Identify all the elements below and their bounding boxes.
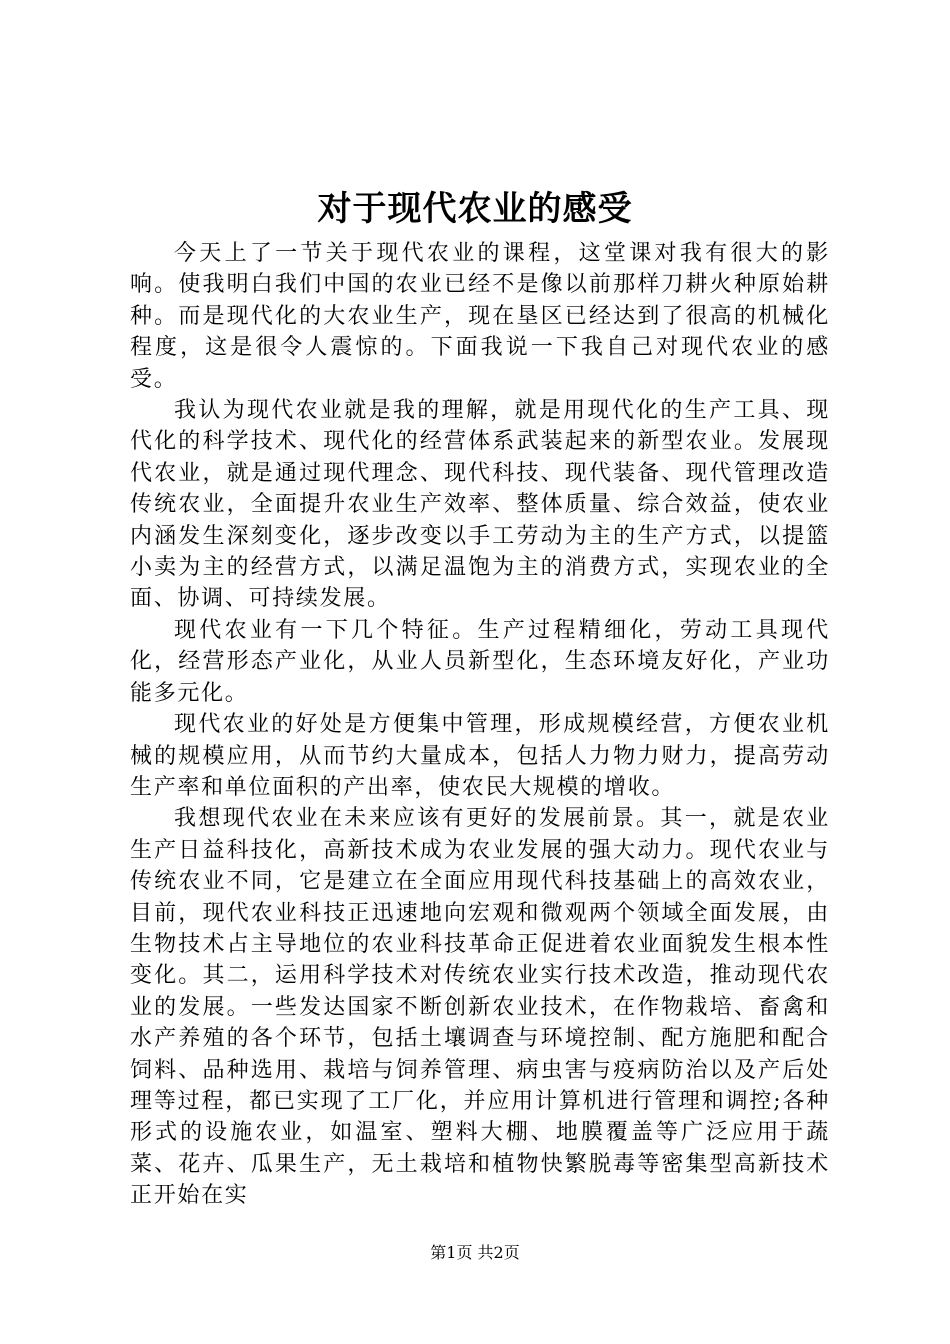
paragraph-1: 今天上了一节关于现代农业的课程，这堂课对我有很大的影响。使我明白我们中国的农业已经不是像以前那样刀耕火种原始耕种。而是现代化的大农业生产，现在垦区已经达到了很高的机械化程度，这是很令人震惊的。下面我说一下我自己对现代农业的感受。: [130, 241, 830, 392]
page-number-footer: 第1页 共2页: [430, 1243, 520, 1262]
paragraph-5: 我想现代农业在未来应该有更好的发展前景。其一，就是农业生产日益科技化，高新技术成为农业发展的强大动力。现代农业与传统农业不同，它是建立在全面应用现代科技基础上的高效农业，目前，现代农业科技正迅速地向宏观和微观两个领域全面发展，由生物技术占主导地位的农业科技革命正促进着农业面貌发生根本性变化。其二，运用科学技术对传统农业实行技术改造，推动现代农业的发展。一些发达国家不断创新农业技术，在作物栽培、畜禽和水产养殖的各个环节，包括土壤调查与环境控制、配方施肥和配合饲料、品种选用、栽培与饲养管理、病虫害与疫病防治以及产后处理等过程，都已实现了工厂化，并应用计算机进行管理和调控;各种形式的设施农业，如温室、塑料大棚、地膜覆盖等广泛应用于蔬菜、花卉、瓜果生产，无土栽培和植物快繁脱毒等密集型高新技术正开始在实: [130, 806, 830, 1209]
paragraph-3: 现代农业有一下几个特征。生产过程精细化，劳动工具现代化，经营形态产业化，从业人员新型化，生态环境友好化，产业功能多元化。: [130, 617, 830, 706]
document-body: [130, 238, 830, 1212]
paragraph-2: 我认为现代农业就是我的理解，就是用现代化的生产工具、现代化的科学技术、现代化的经营体系武装起来的新型农业。发展现代农业，就是通过现代理念、现代科技、现代装备、现代管理改造传统农业，全面提升农业生产效率、整体质量、综合效益，使农业内涵发生深刻变化，逐步改变以手工劳动为主的生产方式，以提篮小卖为主的经营方式，以满足温饱为主的消费方式，实现农业的全面、协调、可持续发展。: [130, 398, 830, 612]
document-title: 对于现代农业的感受: [317, 189, 633, 229]
paragraph-4: 现代农业的好处是方便集中管理，形成规模经营，方便农业机械的规模应用，从而节约大量成本，包括人力物力财力，提高劳动生产率和单位面积的产出率，使农民大规模的增收。: [130, 712, 830, 800]
